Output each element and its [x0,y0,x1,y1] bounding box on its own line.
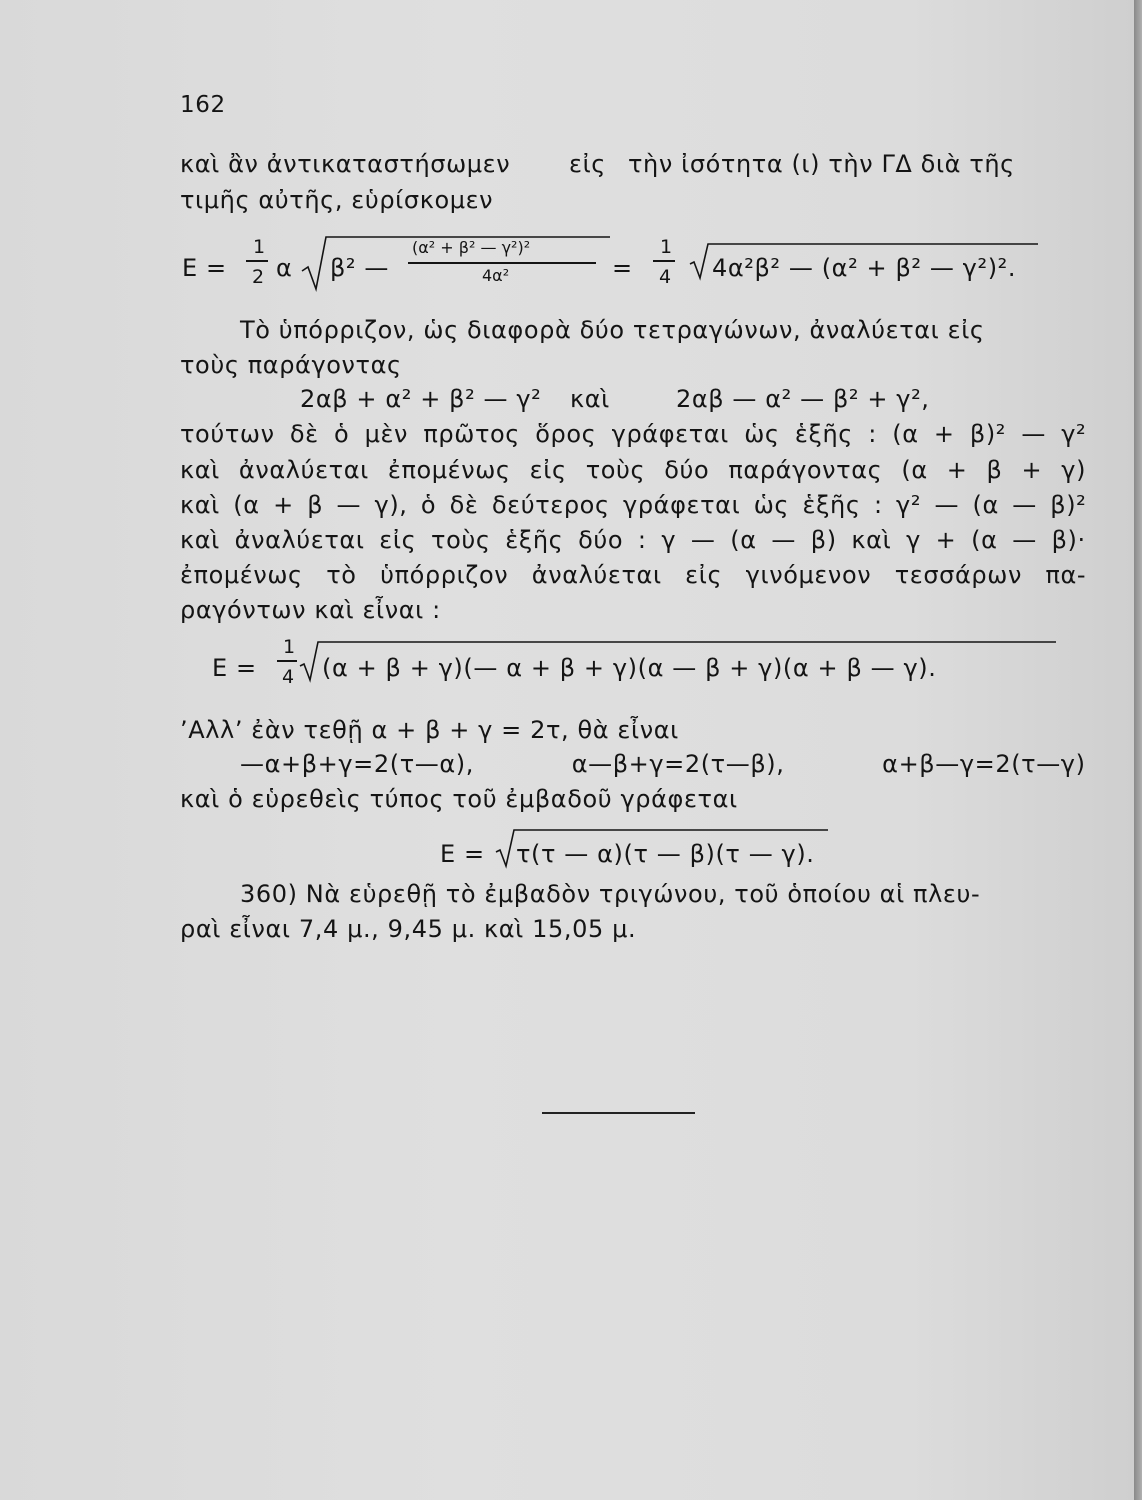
text-line: τὴν ἰσότητα (ι) τὴν ΓΔ διὰ τῆς [628,150,1015,178]
radicand: (α + β + γ)(— α + β + γ)(α — β + γ)(α + β — γ). [322,654,937,682]
equation-lhs: Ε = [182,254,227,282]
radicand-term: β² — [330,254,389,282]
fraction-bar [277,660,297,662]
text-line: ραὶ εἶναι 7,4 μ., 9,45 μ. καὶ 15,05 μ. [180,915,637,943]
text-line: καὶ ἂν ἀντικαταστήσωμεν [180,150,511,178]
fraction-denominator: 4 [659,266,672,288]
inner-fraction-numerator: (α² + β² — γ²)² [412,238,531,257]
fraction-bar [246,260,268,262]
text-line: τιμῆς αὐτῆς, εὑρίσκομεν [180,186,494,214]
equation-lhs: Ε = [212,654,257,682]
text-line: καὶ ἀναλύεται εἰς τοὺς ἑξῆς δύο : γ — (α — β) καὶ γ + (α — β)· [180,526,1086,554]
fraction-bar [653,260,675,262]
text-line: καὶ ὁ εὑρεθεὶς τύπος τοῦ ἐμβαδοῦ γράφεται [180,785,738,813]
text-line: ραγόντων καὶ εἶναι : [180,596,441,624]
section-divider [542,1112,695,1114]
fraction-numerator: 1 [660,236,673,258]
text-line: τούτων δὲ ὁ μὲν πρῶτος ὅρος γράφεται ὡς ἑξῆς : (α + β)² — γ² [180,420,1087,448]
inner-fraction-bar [408,262,596,264]
formula-line: 2αβ + α² + β² — γ² [300,385,542,413]
equals-sign: = [612,254,633,282]
fraction-numerator: 1 [253,236,266,258]
text-line: ἐπομένως τὸ ὑπόρριζον ἀναλύεται εἰς γινόμενον τεσσάρων πα- [180,561,1087,589]
inner-fraction-denominator: 4α² [482,266,510,285]
text-line: καὶ ἀναλύεται ἐπομένως εἰς τοὺς δύο παράγοντας (α + β + γ) [180,456,1087,484]
text-line: εἰς [569,150,606,178]
symbol-alpha: α [276,254,293,282]
text-line: 360) Νὰ εὑρεθῇ τὸ ἐμβαδὸν τριγώνου, τοῦ ὁποίου αἱ πλευ- [240,880,981,908]
formula-line: καὶ [570,385,610,413]
fraction-numerator: 1 [283,636,296,658]
page-edge-shadow [1134,0,1142,1500]
text-line: ’Αλλ’ ἐὰν τεθῇ α + β + γ = 2τ, θὰ εἶναι [180,716,679,744]
formula-line: —α+β+γ=2(τ—α), α—β+γ=2(τ—β), α+β—γ=2(τ—γ) [240,750,1086,778]
radicand: 4α²β² — (α² + β² — γ²)². [712,254,1017,282]
radicand: τ(τ — α)(τ — β)(τ — γ). [516,840,815,868]
text-line: Τὸ ὑπόρριζον, ὡς διαφορὰ δύο τετραγώνων, ἀναλύεται εἰς [240,316,985,344]
fraction-denominator: 2 [252,266,265,288]
page-number: 162 [180,92,226,118]
equation-lhs: Ε = [440,840,485,868]
formula-line: 2αβ — α² — β² + γ², [676,385,930,413]
text-line: καὶ (α + β — γ), ὁ δὲ δεύτερος γράφεται ὡς ἑξῆς : γ² — (α — β)² [180,491,1087,519]
text-line: τοὺς παράγοντας [180,351,402,379]
fraction-denominator: 4 [282,666,295,688]
